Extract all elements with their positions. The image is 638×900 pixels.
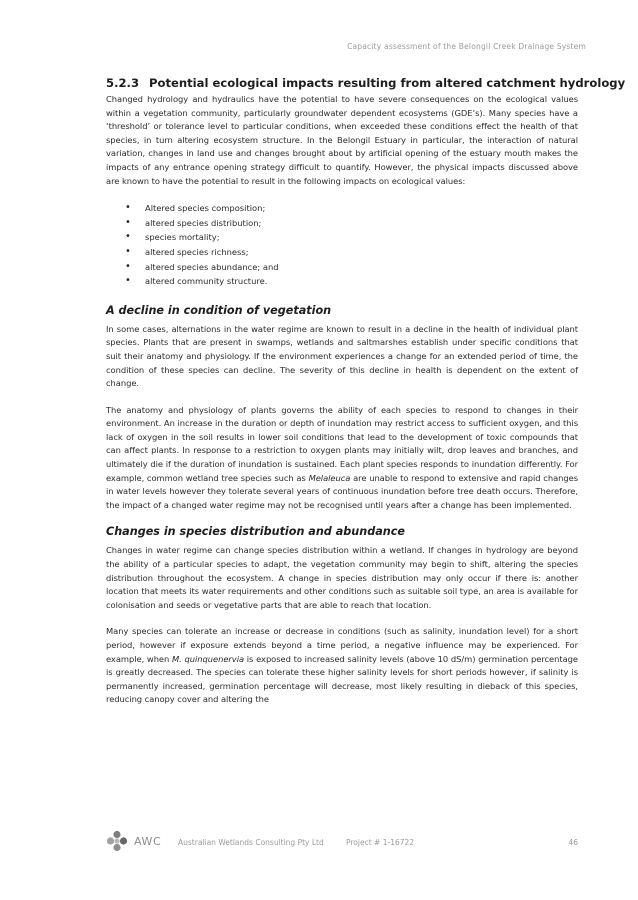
distribution-paragraph-2 (106, 625, 578, 707)
text-run: Many species can tolerate an increase or decrease in conditions (such as salinity, inundation level) for a short period, however if exposure extends beyond a time period, a negative influence may be experienced. For example, when (106, 626, 578, 664)
section-number: 5.2.3 (106, 76, 140, 90)
text-run: is exposed to increased salinity levels (above 10 dS/m) germination percentage is greatly decreased. The species can tolerate these higher salinity levels for short periods however, if salinity is permanently increased, germination percentage will decrease, most likely resulting in dieback of this species, reducing canopy cover and altering the (106, 653, 578, 705)
footer-company: Australian Wetlands Consulting Pty Ltd (178, 838, 324, 847)
list-item: • altered species distribution; (125, 216, 578, 231)
list-item: • altered species richness; (125, 245, 578, 260)
impact-list (106, 201, 578, 289)
list-item: • altered species abundance; and (125, 260, 578, 275)
genus-name: Melaleuca (308, 472, 351, 483)
species-name: M. quinquenervia (172, 653, 245, 664)
intro-paragraph: Changed hydrology and hydraulics have the potential to have severe consequences on the ecological values within a vegetation community, particularly groundwater dependent ecosystems (GDE’s). Many species have a ‘threshold’ or tolerance level to particular conditions, when exceeded these conditions effect the health of that species, in turn altering ecosystem structure. In the Belongil Estuary in particular, the interaction of natural variation, changes in land use and changes brought about by artificial opening of the estuary mouth makes the impacts of any entrance opening strategy difficult to quantify. However, the physical impacts discussed above are known to have the potential to result in the following impacts on ecological values: (106, 94, 578, 186)
list-item: • altered community structure. (125, 274, 578, 289)
footer-project: Project # 1-16722 (346, 838, 415, 847)
distribution-heading: Changes in species distribution and abundance (106, 525, 405, 539)
vegetation-paragraph-2 (106, 404, 578, 513)
awc-logo (106, 830, 161, 852)
list-item: • species mortality; (125, 230, 578, 245)
page-content (106, 76, 626, 720)
section-heading (106, 76, 626, 90)
page-footer (106, 830, 578, 856)
list-item: • Altered species composition; (125, 201, 578, 216)
vegetation-paragraph-1: In some cases, alternations in the water regime are known to result in a decline in the health of individual plant species. Plants that are present in swamps, wetlands and saltmarshes establish under specific conditions that suit their anatomy and physiology. If the environment experiences a change for an extended period of time, the condition of these species can decline. The severity of this decline in health is dependent on the extent of change. (106, 323, 578, 389)
distribution-paragraph-1: Changes in water regime can change species distribution within a wetland. If changes in hydrology are beyond the ability of a particular species to adapt, the vegetation community may begin to shift, altering the species distribution throughout the ecosystem. A change in species distribution may only occur if there is: another location that meets its water requirements and other conditions such as suitable soil type, an area is available for colonisation and seeds or vegetative parts that are able to reach that location. (106, 545, 578, 610)
text-run: The anatomy and physiology of plants governs the ability of each species to respond to changes in their environment. An increase in the duration or depth of inundation may restrict access to sufficient oxygen, and this lack of oxygen in the soil results in lower soil conditions that lead to the development of toxic compounds that can affect plants. In response to a restriction to oxygen plants may initially wilt, drop leaves and branches, and ultimately die if the duration of inundation is sustained. Each plant species responds to inundation differently. For example, common wetland tree species such as (106, 404, 578, 483)
text-run: are unable to respond to extensive and rapid changes in water levels however they tolerate several years of continuous inundation before tree death occurs. Therefore, the impact of a changed water regime may not be recognised until years after a change has been implemented. (106, 472, 578, 510)
page-number: 46 (568, 838, 578, 847)
logo-text: AWC (134, 834, 162, 848)
awc-logo-icon (106, 830, 128, 852)
running-header: Capacity assessment of the Belongil Creek Drainage System (347, 42, 586, 51)
vegetation-heading: A decline in condition of vegetation (106, 303, 332, 317)
section-title: Potential ecological impacts resulting from altered catchment hydrology (149, 76, 626, 90)
